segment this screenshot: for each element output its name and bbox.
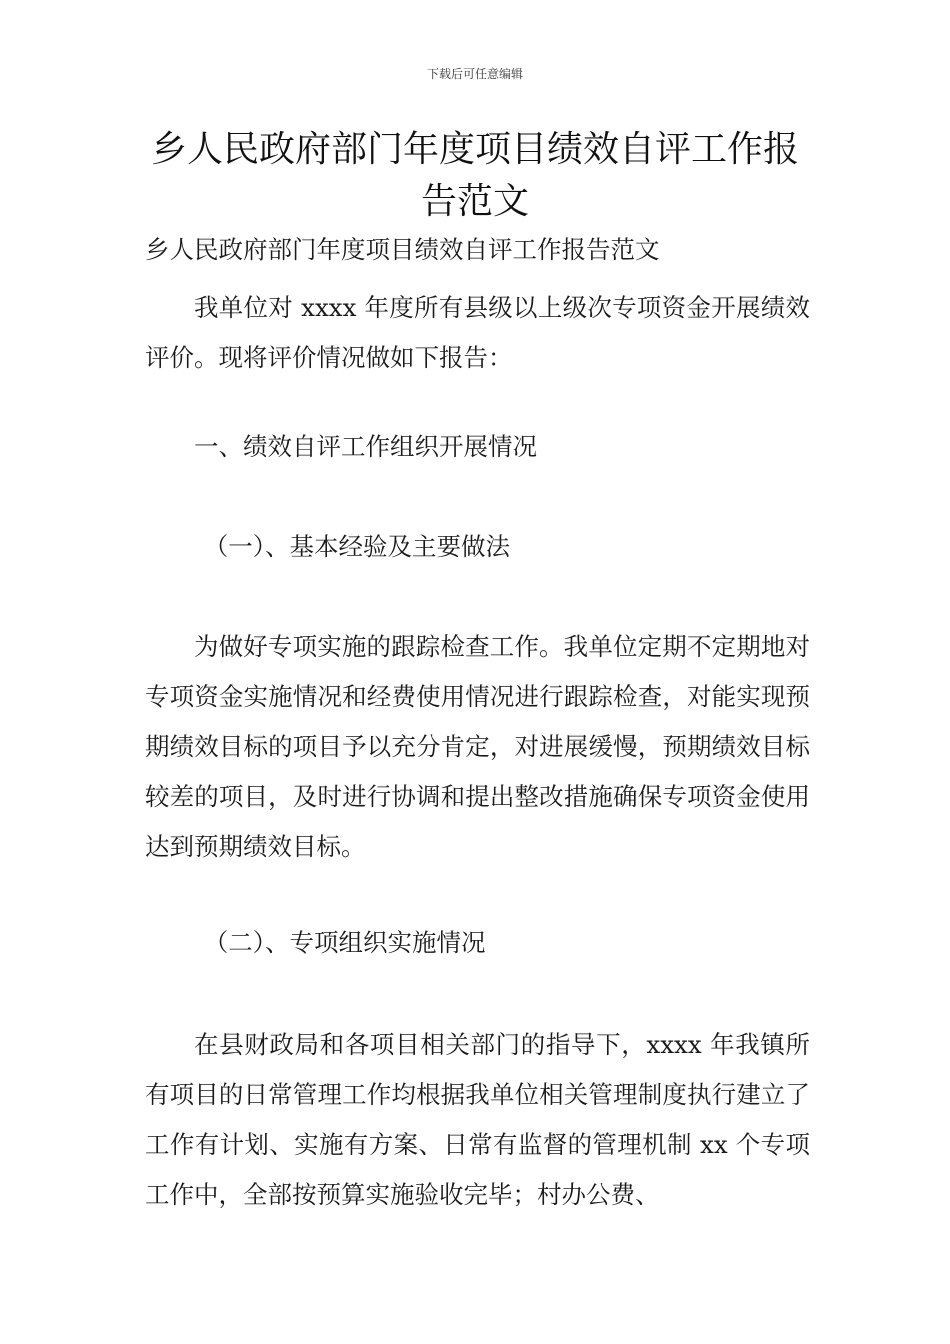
section-1-heading: 一、绩效自评工作组织开展情况 [194,432,537,461]
intro-paragraph: 我单位对 xxxx 年度所有县级以上级次专项资金开展绩效评价。现将评价情况做如下报告： [145,293,810,372]
section-1-2-paragraph: 在县财政局和各项目相关部门的指导下，xxxx 年我镇所有项目的日常管理工作均根据我单位相关管理制度执行建立了工作有计划、实施有方案、日常有监督的管理机制 xx 个专项工作中，全部按预算实施验收完毕；村办公费、 [145,1030,810,1209]
header-note: 下载后可任意编辑 [426,67,523,81]
section-1-1-paragraph: 为做好专项实施的跟踪检查工作。我单位定期不定期地对专项资金实施情况和经费使用情况进行跟踪检查，对能实现预期绩效目标的项目予以充分肯定，对进展缓慢，预期绩效目标较差的项目，及时进行协调和提出整改措施确保专项资金使用达到预期绩效目标。 [145,632,810,861]
section-1-1-heading: （一）、基本经验及主要做法 [203,532,511,561]
section-1-2-heading: （二）、专项组织实施情况 [203,928,486,957]
document-subtitle: 乡人民政府部门年度项目绩效自评工作报告范文 [145,235,660,264]
document-title: 乡人民政府部门年度项目绩效自评工作报告范文 [150,129,799,222]
